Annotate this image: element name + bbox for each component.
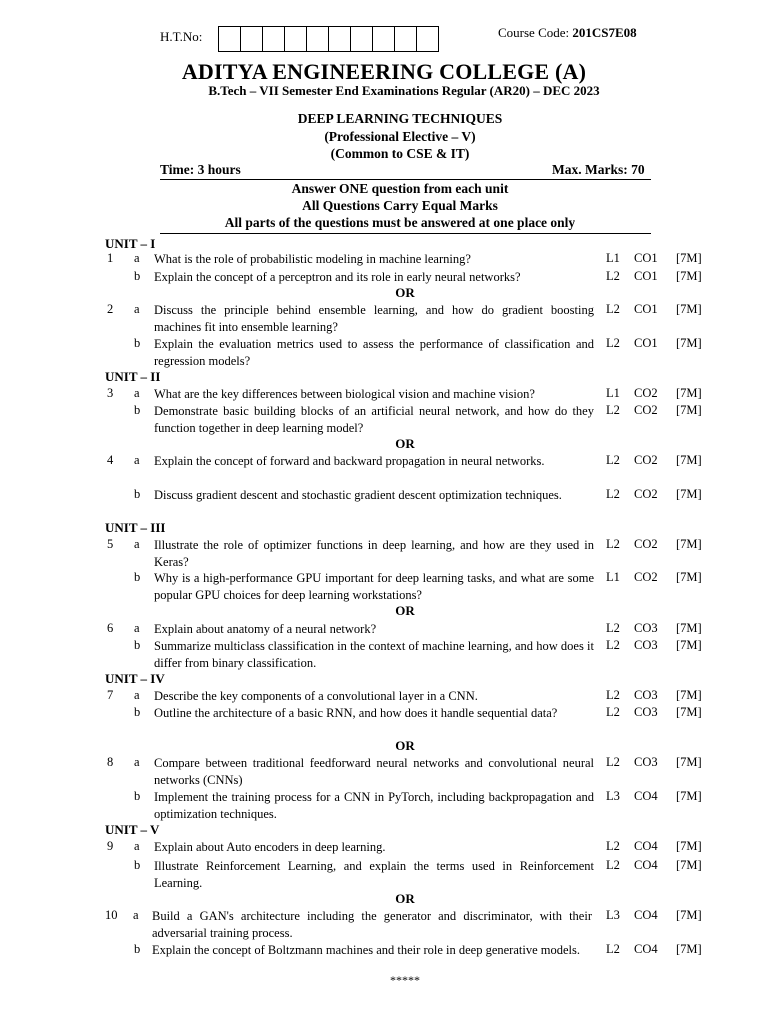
question-marks: [7M] [676,908,702,922]
course-outcome: CO1 [634,251,658,265]
question-number: 6 [107,621,114,635]
question-marks: [7M] [676,487,702,501]
question-marks: [7M] [676,942,702,956]
end-marker: ***** [390,973,420,987]
question-text: Explain the concept of Boltzmann machines and their role in deep generative models. [152,943,580,957]
question-number: 4 [107,453,114,467]
course-outcome: CO3 [634,638,658,652]
or-separator: OR [395,603,415,618]
unit-heading: UNIT – IV [105,671,165,686]
college-name: ADITYA ENGINEERING COLLEGE (A) [181,59,587,84]
bloom-level: L2 [606,453,620,467]
course-outcome: CO2 [634,487,658,501]
course-code-label: Course Code: [498,25,573,40]
question-number: 7 [107,688,114,702]
course-outcome: CO2 [634,537,658,551]
bloom-level: L2 [606,269,620,283]
question-text: Explain the concept of a perceptron and its role in early neural networks? [154,270,521,284]
exam-time: Time: 3 hours [160,162,241,177]
question-marks: [7M] [676,755,702,769]
instruction-line: All parts of the questions must be answered at one place only [224,215,576,230]
hall-ticket-box [263,27,285,51]
hall-ticket-box [329,27,351,51]
instruction-line: All Questions Carry Equal Marks [302,198,498,213]
question-number: 8 [107,755,114,769]
question-marks: [7M] [676,688,702,702]
question-text: Summarize multiclass classification in the context of machine learning, and how does it differ from binary classification. [154,639,594,670]
bloom-level: L2 [606,942,620,956]
question-part: a [134,453,140,467]
question-marks: [7M] [676,570,702,584]
exam-title: B.Tech – VII Semester End Examinations Regular (AR20) – DEC 2023 [208,83,600,98]
question-part: b [134,638,141,652]
question-part: b [134,336,141,350]
bloom-level: L2 [606,336,620,350]
bloom-level: L2 [606,638,620,652]
bloom-level: L1 [606,386,620,400]
course-code [498,25,637,41]
question-text: Outline the architecture of a basic RNN, and how does it handle sequential data? [154,706,558,720]
question-marks: [7M] [676,403,702,417]
question-text: Explain the concept of forward and backward propagation in neural networks. [154,454,545,468]
max-marks: Max. Marks: 70 [552,162,645,177]
bloom-level: L2 [606,302,620,316]
question-part: a [134,251,140,265]
question-number: 5 [107,537,114,551]
hall-ticket-boxes [218,26,439,52]
unit-heading: UNIT – V [105,822,160,837]
unit-heading: UNIT – I [105,236,156,251]
hall-ticket-box [351,27,373,51]
question-marks: [7M] [676,638,702,652]
hall-ticket-box [219,27,241,51]
bloom-level: L2 [606,403,620,417]
question-marks: [7M] [676,537,702,551]
instruction-rule [160,233,651,234]
common-label: (Common to CSE & IT) [330,146,470,161]
course-outcome: CO2 [634,453,658,467]
question-text: Why is a high-performance GPU important for deep learning tasks, and what are some popular GPU choices for deep learning workstations? [154,571,594,602]
hall-ticket-label: H.T.No: [160,29,203,44]
bloom-level: L2 [606,858,620,872]
question-part: a [134,537,140,551]
question-marks: [7M] [676,453,702,467]
question-text: What is the role of probabilistic modeling in machine learning? [154,252,471,266]
question-text: Explain about Auto encoders in deep learning. [154,840,386,854]
question-part: a [134,302,140,316]
question-text: Demonstrate basic building blocks of an artificial neural network, and how do they function together in deep learning model? [154,404,594,435]
question-part: b [134,570,141,584]
unit-heading: UNIT – III [105,520,166,535]
bloom-level: L1 [606,570,620,584]
question-part: a [134,839,140,853]
question-part: b [134,487,141,501]
bloom-level: L2 [606,487,620,501]
course-code-value: 201CS7E08 [572,25,637,40]
course-outcome: CO4 [634,858,658,872]
elective-label: (Professional Elective – V) [324,129,476,144]
question-number: 1 [107,251,114,265]
question-marks: [7M] [676,621,702,635]
question-text: Illustrate the role of optimizer functions in deep learning, and how are they used in Keras? [154,538,594,569]
bloom-level: L2 [606,705,620,719]
course-outcome: CO3 [634,688,658,702]
course-outcome: CO4 [634,839,658,853]
course-outcome: CO3 [634,755,658,769]
course-outcome: CO3 [634,621,658,635]
question-text: Compare between traditional feedforward neural networks and convolutional neural networks (CNNs) [154,756,594,787]
course-outcome: CO4 [634,942,658,956]
question-marks: [7M] [676,251,702,265]
question-marks: [7M] [676,858,702,872]
hall-ticket-box [395,27,417,51]
question-number: 10 [105,908,118,922]
question-marks: [7M] [676,705,702,719]
question-part: a [133,908,139,922]
question-part: a [134,755,140,769]
unit-heading: UNIT – II [105,369,161,384]
hall-ticket-box [417,27,438,51]
bloom-level: L1 [606,251,620,265]
bloom-level: L2 [606,755,620,769]
course-outcome: CO4 [634,908,658,922]
question-part: a [134,621,140,635]
hall-ticket-box [307,27,329,51]
hall-ticket-box [241,27,263,51]
question-part: a [134,386,140,400]
question-text: Discuss the principle behind ensemble learning, and how do gradient boosting machines fit into ensemble learning? [154,303,594,334]
course-outcome: CO2 [634,570,658,584]
instruction-line: Answer ONE question from each unit [291,181,509,196]
hall-ticket-box [373,27,395,51]
bloom-level: L2 [606,537,620,551]
question-number: 2 [107,302,114,316]
question-text: Explain the evaluation metrics used to assess the performance of classification and regression models? [154,337,594,368]
or-separator: OR [395,891,415,906]
bloom-level: L2 [606,621,620,635]
bloom-level: L2 [606,688,620,702]
course-outcome: CO3 [634,705,658,719]
question-marks: [7M] [676,839,702,853]
question-marks: [7M] [676,386,702,400]
course-outcome: CO2 [634,386,658,400]
bloom-level: L3 [606,789,620,803]
course-outcome: CO1 [634,336,658,350]
hall-ticket-box [285,27,307,51]
or-separator: OR [395,738,415,753]
question-part: b [134,789,141,803]
or-separator: OR [395,285,415,300]
question-part: b [134,269,141,283]
question-text: Explain about anatomy of a neural network? [154,622,377,636]
or-separator: OR [395,436,415,451]
header-rule [160,179,651,180]
question-part: b [134,403,141,417]
question-marks: [7M] [676,336,702,350]
question-text: Describe the key components of a convolutional layer in a CNN. [154,689,478,703]
question-text: What are the key differences between biological vision and machine vision? [154,387,535,401]
question-marks: [7M] [676,269,702,283]
question-text: Build a GAN's architecture including the generator and discriminator, with their adversarial training process. [152,909,592,940]
course-outcome: CO4 [634,789,658,803]
question-part: b [134,942,141,956]
question-text: Illustrate Reinforcement Learning, and explain the terms used in Reinforcement Learning. [154,859,594,890]
question-marks: [7M] [676,789,702,803]
question-part: b [134,705,141,719]
bloom-level: L2 [606,839,620,853]
question-part: a [134,688,140,702]
question-number: 3 [107,386,114,400]
subject-title: DEEP LEARNING TECHNIQUES [297,111,503,126]
bloom-level: L3 [606,908,620,922]
question-part: b [134,858,141,872]
question-text: Discuss gradient descent and stochastic gradient descent optimization techniques. [154,488,562,502]
question-marks: [7M] [676,302,702,316]
course-outcome: CO1 [634,302,658,316]
question-number: 9 [107,839,114,853]
course-outcome: CO2 [634,403,658,417]
question-text: Implement the training process for a CNN in PyTorch, including backpropagation and optimization techniques. [154,790,594,821]
course-outcome: CO1 [634,269,658,283]
